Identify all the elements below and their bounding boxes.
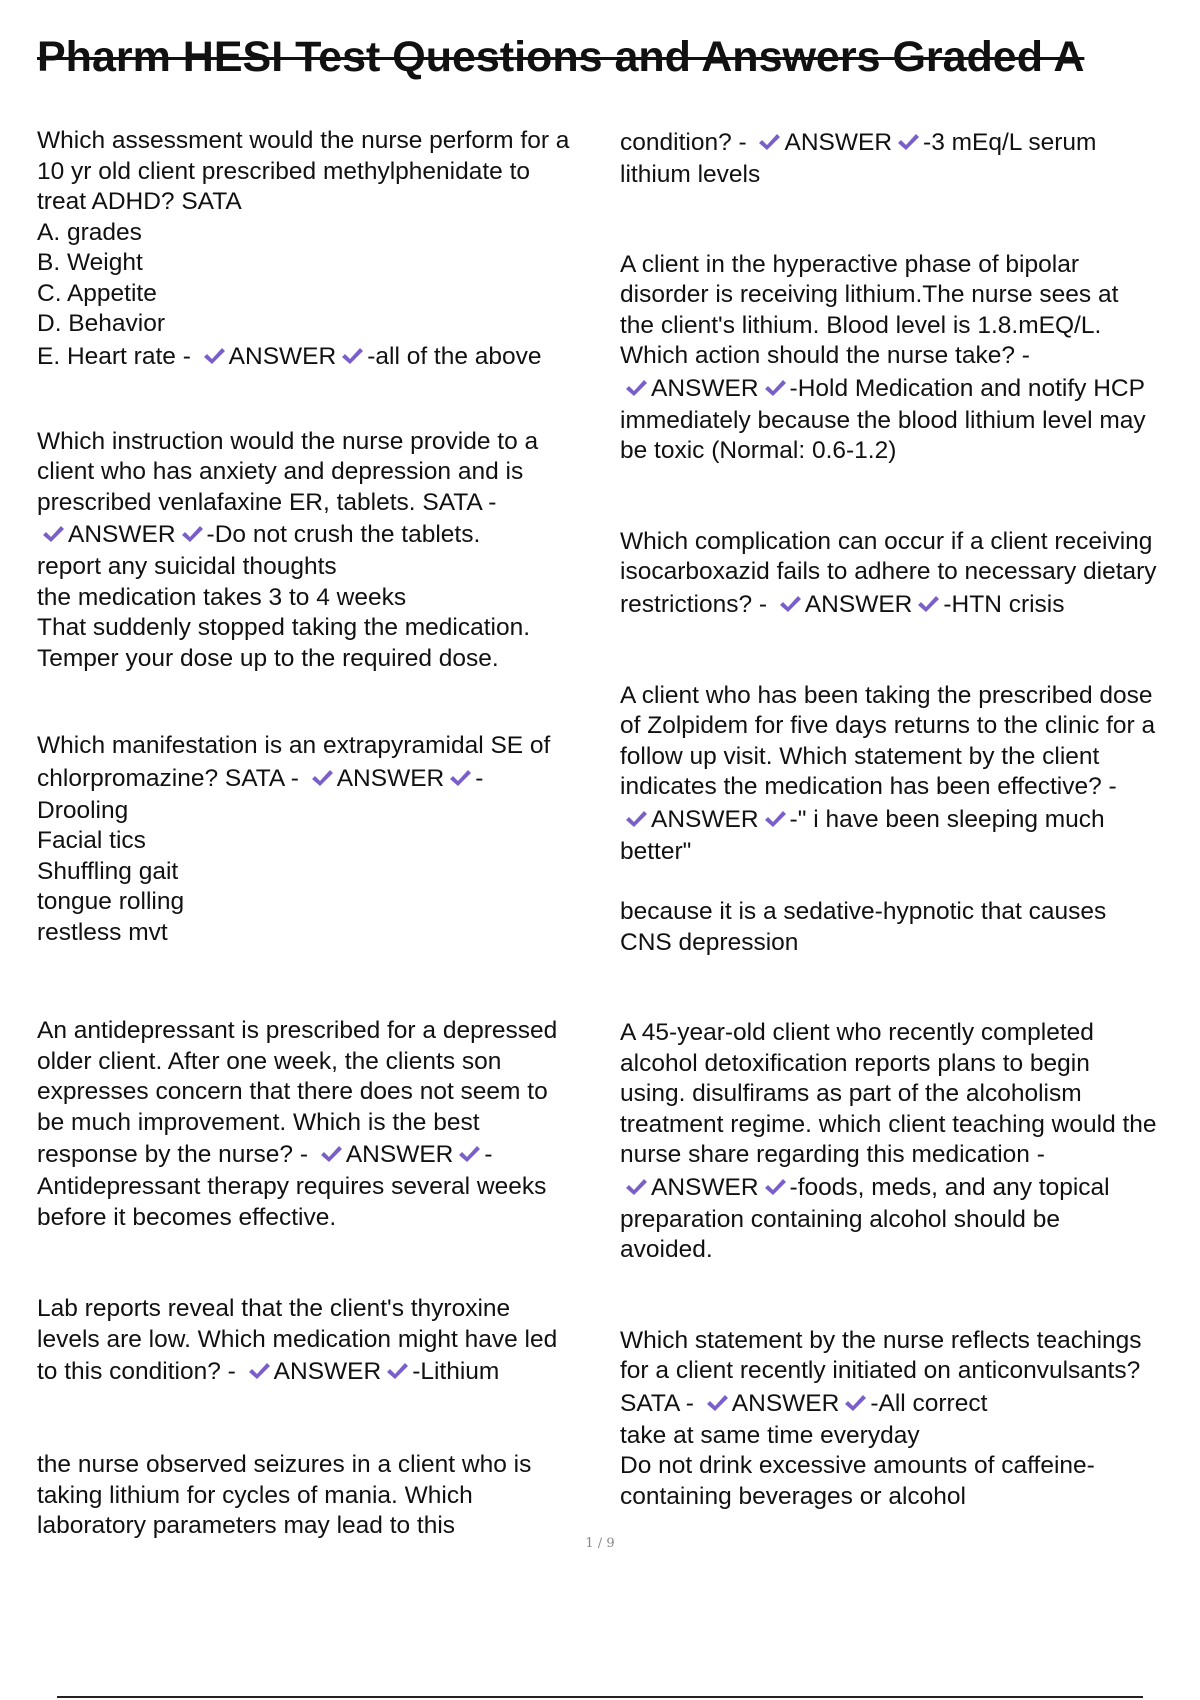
line-text: levels are low. Which medication might have led	[37, 1325, 558, 1353]
checkmark-icon	[385, 1360, 409, 1382]
spacer	[620, 191, 1195, 250]
text-line	[37, 1016, 607, 1047]
text-line	[37, 187, 607, 218]
answer-label: ANSWER	[336, 764, 445, 792]
text-line	[37, 1355, 607, 1389]
line-text: to this condition? -	[37, 1358, 243, 1385]
line-text: A 45-year-old client who recently completed	[620, 1019, 1094, 1046]
checkmark-icon	[624, 1176, 648, 1198]
text-line	[620, 280, 1195, 311]
text-line	[620, 588, 1195, 622]
answer-text: -Lithium	[412, 1358, 500, 1385]
text-line	[37, 457, 607, 488]
checkmark-icon	[310, 767, 334, 789]
text-line	[37, 248, 607, 279]
line-text: the client's lithium. Blood level is 1.8.mEQ/L.	[620, 311, 1102, 339]
text-line	[37, 340, 607, 374]
right-column	[620, 126, 1195, 1512]
text-line	[620, 897, 1195, 928]
line-text: because it is a sedative-hypnotic that causes	[620, 898, 1107, 925]
text-line	[37, 488, 607, 519]
text-line	[620, 160, 1195, 191]
text-line	[37, 552, 607, 583]
checkmark-icon	[202, 345, 226, 367]
text-line	[37, 583, 607, 614]
line-text: report any suicidal thoughts	[37, 553, 337, 580]
text-line	[37, 1294, 607, 1325]
spacer	[37, 1389, 607, 1450]
line-text: the nurse observed seizures in a client who is	[37, 1451, 532, 1478]
text-line	[37, 762, 607, 796]
checkmark-icon	[247, 1360, 271, 1382]
text-line	[620, 742, 1195, 773]
question-block	[620, 681, 1195, 959]
text-line	[620, 711, 1195, 742]
line-text: chlorpromazine? SATA -	[37, 764, 306, 792]
line-text: be toxic (Normal: 0.6-1.2)	[620, 437, 897, 464]
text-line	[37, 1077, 607, 1108]
text-line	[620, 1018, 1195, 1049]
checkmark-icon	[896, 131, 920, 153]
answer-text: -	[475, 764, 484, 792]
text-line	[37, 1450, 607, 1481]
checkmark-icon	[457, 1143, 481, 1165]
line-text: taking lithium for cycles of mania. Which	[37, 1481, 473, 1509]
text-line	[620, 1140, 1195, 1171]
answer-label: ANSWER	[651, 805, 759, 833]
answer-label: ANSWER	[804, 590, 913, 618]
line-text: SATA -	[620, 1389, 701, 1417]
answer-text: -	[484, 1141, 493, 1168]
text-line	[37, 918, 607, 949]
question-block	[37, 731, 607, 948]
text-line	[620, 1049, 1195, 1080]
text-line	[620, 1171, 1195, 1205]
checkmark-icon	[41, 523, 65, 545]
line-text: of Zolpidem for five days returns to the clinic for a	[620, 712, 1156, 739]
line-text: Which manifestation is an extrapyramidal SE of	[37, 732, 551, 759]
line-text: Facial tics	[37, 827, 146, 854]
checkmark-icon	[448, 767, 472, 789]
line-text: take at same time everyday	[620, 1421, 920, 1449]
spacer	[620, 622, 1195, 681]
text-line	[620, 250, 1195, 281]
spacer	[620, 1266, 1195, 1326]
text-line	[620, 681, 1195, 712]
answer-text: -3 mEq/L serum	[923, 129, 1097, 156]
answer-text: -all of the above	[367, 342, 542, 370]
line-text: condition? -	[620, 129, 754, 156]
text-line	[620, 1451, 1195, 1482]
text-line	[37, 1108, 607, 1139]
spacer	[620, 467, 1195, 527]
text-line	[620, 126, 1195, 160]
checkmark-icon	[319, 1143, 343, 1165]
text-line	[37, 1172, 607, 1203]
bottom-divider	[57, 1696, 1143, 1698]
line-text: for a client recently initiated on anticonvulsants?	[620, 1357, 1141, 1384]
question-block	[620, 1018, 1195, 1266]
text-line	[37, 218, 607, 249]
answer-label: ANSWER	[731, 1389, 840, 1417]
line-text: treatment regime. which client teaching would the	[620, 1110, 1157, 1138]
text-line	[620, 837, 1195, 868]
line-text: client who has anxiety and depression and is	[37, 458, 524, 485]
line-text: immediately because the blood lithium level may	[620, 406, 1146, 434]
line-text: That suddenly stopped taking the medication.	[37, 614, 531, 641]
text-line	[620, 928, 1195, 959]
answer-text: -foods, meds, and any topical	[789, 1173, 1110, 1201]
line-text: preparation containing alcohol should be	[620, 1205, 1060, 1233]
text-line	[620, 1326, 1195, 1357]
text-line	[37, 518, 607, 552]
answer-label: ANSWER	[68, 521, 176, 548]
answer-label: ANSWER	[228, 342, 337, 370]
line-text: A client who has been taking the prescribed dose	[620, 681, 1153, 709]
spacer	[37, 374, 607, 427]
text-line	[620, 1079, 1195, 1110]
spacer	[620, 867, 1195, 897]
checkmark-icon	[340, 345, 364, 367]
checkmark-icon	[763, 808, 787, 830]
text-line	[37, 613, 607, 644]
text-line	[37, 427, 607, 458]
text-line	[37, 1138, 607, 1172]
line-text: restrictions? -	[620, 590, 774, 618]
line-text: An antidepressant is prescribed for a depressed	[37, 1017, 558, 1044]
text-line	[37, 731, 607, 762]
answer-text: -" i have been sleeping much	[789, 805, 1105, 833]
answer-text: -All correct	[870, 1389, 988, 1417]
line-text: isocarboxazid fails to adhere to necessary dietary	[620, 558, 1157, 585]
text-line	[37, 1047, 607, 1078]
text-line	[37, 1325, 607, 1356]
text-line	[620, 1356, 1195, 1387]
text-line	[37, 826, 607, 857]
checkmark-icon	[916, 593, 940, 615]
text-line	[620, 772, 1195, 803]
line-text: expresses concern that there does not seem to	[37, 1078, 548, 1105]
line-text: before it becomes effective.	[37, 1203, 337, 1231]
question-block	[620, 126, 1195, 191]
line-text: the medication takes 3 to 4 weeks	[37, 583, 407, 611]
checkmark-icon	[757, 131, 781, 153]
checkmark-icon	[624, 377, 648, 399]
checkmark-icon	[624, 808, 648, 830]
text-line	[37, 644, 607, 675]
line-text: B. Weight	[37, 249, 143, 276]
line-text: alcohol detoxification reports plans to begin	[620, 1049, 1090, 1077]
spacer	[37, 674, 607, 731]
text-line	[620, 406, 1195, 437]
text-line	[37, 1203, 607, 1234]
text-line	[37, 857, 607, 888]
text-line	[620, 311, 1195, 342]
text-line	[620, 1387, 1195, 1421]
line-text: 10 yr old client prescribed methylphenidate to	[37, 157, 531, 185]
checkmark-icon	[705, 1392, 729, 1414]
line-text: A client in the hyperactive phase of bipolar	[620, 250, 1079, 278]
text-line	[620, 527, 1195, 558]
text-line	[620, 803, 1195, 837]
text-line	[620, 1205, 1195, 1236]
line-text: better"	[620, 837, 692, 865]
text-line	[37, 887, 607, 918]
line-text: Which assessment would the nurse perform for a	[37, 127, 570, 154]
line-text: restless mvt	[37, 918, 168, 946]
line-text: Temper your dose up to the required dose.	[37, 644, 499, 672]
answer-text: -Hold Medication and notify HCP	[789, 374, 1145, 402]
checkmark-icon	[843, 1392, 867, 1414]
line-text: avoided.	[620, 1236, 713, 1263]
question-block	[37, 1294, 607, 1389]
line-text: disorder is receiving lithium.The nurse sees at	[620, 281, 1119, 308]
line-text: Drooling	[37, 796, 129, 824]
spacer	[620, 958, 1195, 1018]
line-text: prescribed venlafaxine ER, tablets. SATA -	[37, 488, 497, 516]
answer-text: -HTN crisis	[943, 590, 1065, 618]
line-text: Antidepressant therapy requires several weeks	[37, 1173, 547, 1200]
line-text: indicates the medication has been effective? -	[620, 773, 1117, 800]
text-line	[37, 157, 607, 188]
line-text: tongue rolling	[37, 888, 185, 915]
question-block	[37, 1450, 607, 1542]
answer-label: ANSWER	[273, 1358, 382, 1385]
answer-label: ANSWER	[345, 1141, 454, 1168]
line-text: Lab reports reveal that the client's thyroxine	[37, 1295, 511, 1322]
left-column	[37, 126, 607, 1542]
line-text: older client. After one week, the clients son	[37, 1047, 502, 1075]
text-line	[37, 1481, 607, 1512]
text-line	[620, 436, 1195, 467]
spacer	[37, 1233, 607, 1294]
text-line	[620, 557, 1195, 588]
line-text: A. grades	[37, 218, 142, 246]
text-line	[37, 309, 607, 340]
question-block	[37, 427, 607, 675]
line-text: CNS depression	[620, 928, 799, 956]
question-block	[620, 1326, 1195, 1513]
answer-text: -Do not crush the tablets.	[206, 521, 481, 548]
text-line	[37, 279, 607, 310]
line-text: D. Behavior	[37, 310, 166, 337]
answer-label: ANSWER	[784, 129, 893, 156]
text-line	[37, 126, 607, 157]
checkmark-icon	[180, 523, 204, 545]
text-line	[620, 341, 1195, 372]
line-text: Which complication can occur if a client receiving	[620, 527, 1153, 555]
line-text: nurse share regarding this medication -	[620, 1141, 1045, 1168]
line-text: treat ADHD? SATA	[37, 188, 242, 215]
checkmark-icon	[763, 1176, 787, 1198]
line-text: C. Appetite	[37, 279, 157, 307]
question-block	[37, 126, 607, 374]
spacer	[37, 948, 607, 1016]
text-line	[37, 796, 607, 827]
line-text: be much improvement. Which is the best	[37, 1108, 480, 1136]
line-text: E. Heart rate -	[37, 342, 198, 370]
line-text: containing beverages or alcohol	[620, 1482, 966, 1510]
text-line	[620, 1421, 1195, 1452]
page-number: 1 / 9	[585, 1536, 615, 1551]
question-block	[620, 250, 1195, 467]
line-text: lithium levels	[620, 161, 761, 188]
line-text: response by the nurse? -	[37, 1141, 315, 1168]
checkmark-icon	[763, 377, 787, 399]
document-title: Pharm HESI Test Questions and Answers Graded A	[37, 33, 1085, 81]
line-text: follow up visit. Which statement by the client	[620, 742, 1100, 770]
answer-label: ANSWER	[651, 374, 759, 402]
checkmark-icon	[778, 593, 802, 615]
text-line	[620, 1482, 1195, 1513]
line-text: using. disulfirams as part of the alcoholism	[620, 1080, 1082, 1107]
text-line	[620, 1110, 1195, 1141]
text-line	[620, 1235, 1195, 1266]
line-text: Which instruction would the nurse provide to a	[37, 427, 539, 455]
line-text: laboratory parameters may lead to this	[37, 1512, 456, 1539]
line-text: Shuffling gait	[37, 857, 179, 885]
text-line	[620, 372, 1195, 406]
line-text: Which action should the nurse take? -	[620, 342, 1030, 369]
answer-label: ANSWER	[651, 1173, 759, 1201]
line-text: Do not drink excessive amounts of caffeine-	[620, 1452, 1095, 1479]
question-block	[620, 527, 1195, 622]
line-text: Which statement by the nurse reflects teachings	[620, 1326, 1142, 1354]
question-block	[37, 1016, 607, 1233]
